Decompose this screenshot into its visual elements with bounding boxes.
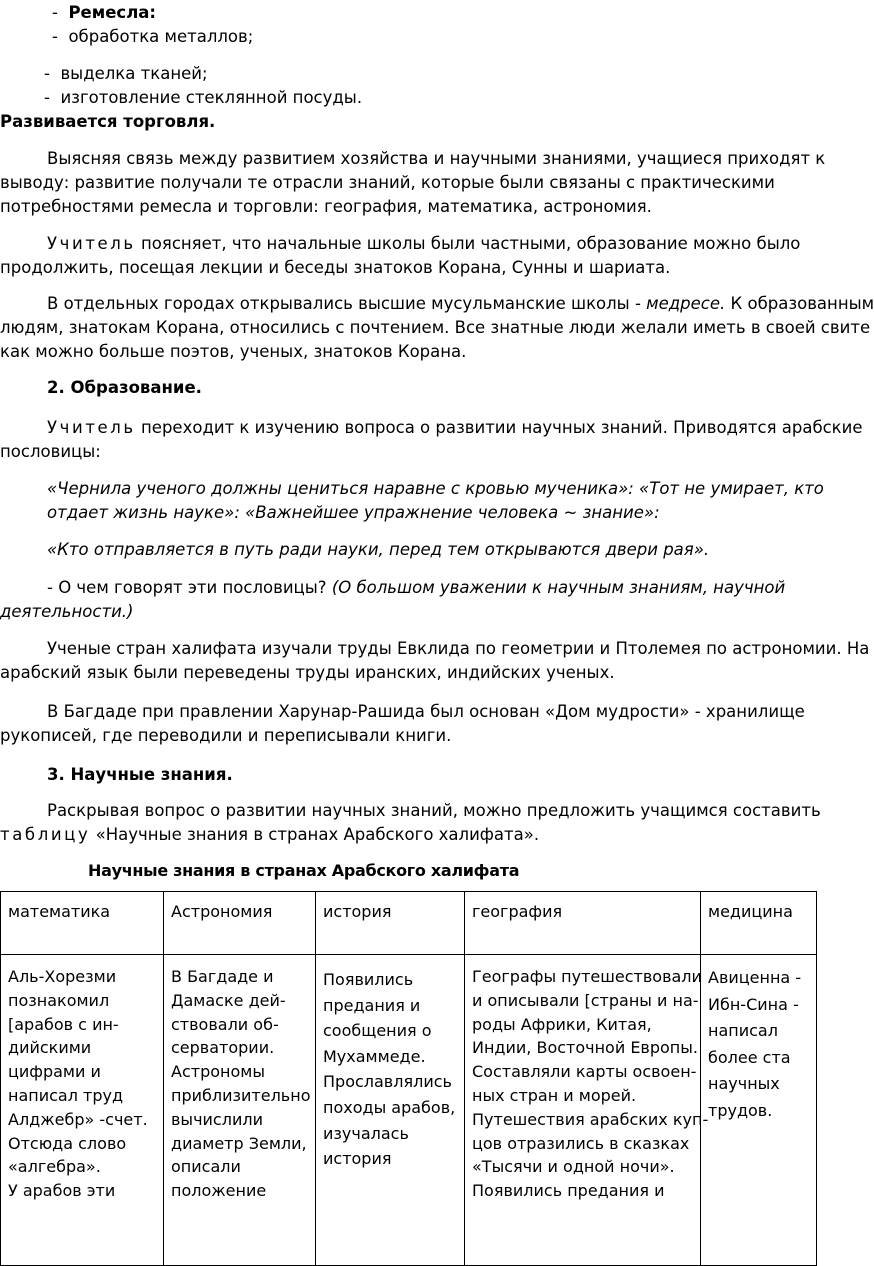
table-header-cell: история: [316, 892, 465, 955]
table-cell: [1, 955, 164, 1266]
table-cell-line: цов отразились в сказках: [472, 1133, 690, 1153]
crafts-heading-line: - Ремесла:: [52, 3, 157, 22]
table-cell-line: трудов.: [708, 1100, 773, 1120]
table-cell-line: ных стран и морей.: [472, 1085, 637, 1105]
crafts-item-text: обработка металлов;: [68, 27, 254, 46]
section-heading: 2. Образование.: [47, 378, 202, 397]
table-row: [1, 955, 817, 1266]
table-cell-line: положение: [171, 1181, 267, 1201]
table-cell-line: дийскими: [8, 1038, 92, 1058]
cell-lines: [472, 965, 709, 1203]
paragraph-text: переходит к изучению вопроса о развитии научных знаний. Приводятся арабские: [141, 418, 863, 437]
table-header-cell: математика: [1, 892, 164, 955]
table-cell-line: приблизительно: [171, 1085, 311, 1105]
spaced-word: Учитель: [47, 234, 136, 253]
table-cell-line: Появились предания и: [472, 1181, 665, 1201]
paragraph-line: В Багдаде при правлении Харунар-Рашида был основан «Дом мудрости» - хранилище: [47, 702, 805, 721]
paragraph-line: выводу: развитие получали те отрасли знаний, которые были связаны с практическими: [0, 173, 775, 192]
paragraph-line: Выясняя связь между развитием хозяйства и научными знаниями, учащиеся приходят к: [47, 149, 826, 168]
question-line: [47, 578, 785, 598]
paragraph-line: как можно больше поэтов, ученых, знатоков Корана.: [0, 342, 467, 361]
table-header-cell: география: [465, 892, 701, 955]
table-cell: [316, 955, 465, 1266]
question-answer: (О большом уважении к научным знаниям, научной: [331, 578, 786, 597]
table-cell-line: Появились: [323, 970, 414, 989]
proverb-line: «Чернила ученого должны цениться наравне с кровью мученика»: «Тот не умирает, кто: [47, 479, 824, 498]
table-cell-line: [арабов с ин-: [8, 1014, 119, 1034]
table-cell-line: «Тысячи и одной ночи».: [472, 1157, 675, 1177]
table-cell-line: Алджебр» -счет.: [8, 1109, 148, 1129]
paragraph-line: Раскрывая вопрос о развитии научных знаний, можно предложить учащимся составить: [47, 801, 821, 820]
term-madrasa: медресе.: [646, 294, 726, 313]
table-cell-line: более ста: [708, 1047, 791, 1067]
table-cell: [164, 955, 316, 1266]
table-caption: Научные знания в странах Арабского халифата: [88, 861, 520, 880]
question-text: - О чем говорят эти пословицы?: [47, 578, 332, 597]
table-cell-line: Географы путешествовали: [472, 967, 702, 986]
table-cell-line: описали: [171, 1157, 241, 1177]
crafts-item: - выделка тканей;: [44, 64, 208, 83]
proverb-line: «Кто отправляется в путь ради науки, перед тем открываются двери рая».: [47, 540, 710, 559]
paragraph-line: пословицы:: [0, 442, 101, 461]
table-cell-line: познакомил: [8, 990, 110, 1010]
paragraph-text: В отдельных городах открывались высшие мусульманские школы -: [47, 294, 647, 313]
table-cell-line: В Багдаде и: [171, 967, 274, 986]
paragraph-line: [47, 418, 863, 438]
table-cell-line: Авиценна -: [708, 968, 802, 987]
table-cell-line: Отсюда слово: [8, 1133, 127, 1153]
paragraph-line: людям, знатокам Корана, относились с почтением. Все знатные люди желали иметь в своей свите: [0, 318, 871, 337]
table-cell-line: история: [323, 1149, 392, 1169]
table-cell-line: Ибн-Сина -: [708, 994, 799, 1014]
table-cell-line: «алгебра».: [8, 1157, 101, 1177]
table-cell-line: Дамаске дей-: [171, 990, 286, 1010]
table-cell-line: Мухаммеде.: [323, 1046, 426, 1066]
paragraph-line: [47, 294, 874, 314]
table-cell-line: и описывали [страны и на-: [472, 990, 699, 1010]
table-cell-line: Аль-Хорезми: [8, 967, 117, 986]
table-cell-line: Астрономы: [171, 1062, 265, 1082]
table-header-cell: Астрономия: [164, 892, 316, 955]
table-header-row: [1, 892, 817, 955]
paragraph-line: арабский язык были переведены труды иранских, индийских ученых.: [0, 663, 615, 682]
paragraph-line: рукописей, где переводили и переписывали книги.: [0, 726, 452, 745]
crafts-item-text: выделка тканей;: [60, 64, 208, 83]
crafts-heading: Ремесла:: [68, 3, 157, 22]
table-cell-line: изучалась: [323, 1123, 409, 1143]
paragraph-line: [47, 234, 800, 254]
table-cell-line: сообщения о: [323, 1021, 432, 1041]
paragraph-line: [0, 825, 539, 845]
table-cell-line: написал труд: [8, 1085, 124, 1105]
table-cell: [701, 955, 817, 1266]
paragraph-text: поясняет, что начальные школы были частными, образование можно было: [141, 234, 801, 253]
cell-lines: [708, 965, 809, 1124]
question-answer: деятельности.): [0, 602, 134, 621]
table-cell: [465, 955, 709, 1266]
table-cell-line: серватории.: [171, 1038, 275, 1058]
trade-heading: Развивается торговля.: [0, 112, 216, 131]
table-cell-line: диаметр Земли,: [171, 1133, 307, 1153]
table-cell-line: походы арабов,: [323, 1097, 456, 1117]
table-cell-line: написал: [708, 1021, 778, 1040]
crafts-item: - обработка металлов;: [52, 27, 254, 46]
paragraph-text: «Научные знания в странах Арабского халифата».: [95, 825, 540, 844]
paragraph-line: потребностями ремесла и торговли: география, математика, астрономия.: [0, 197, 652, 216]
cell-lines: [8, 965, 156, 1203]
crafts-item: - изготовление стеклянной посуды.: [44, 88, 363, 107]
table-cell-line: Составляли карты освоен-: [472, 1062, 697, 1082]
paragraph-line: Ученые стран халифата изучали труды Евклида по геометрии и Птолемея по астрономии. На: [47, 639, 870, 658]
cell-lines: [171, 965, 311, 1203]
cell-lines: [323, 965, 457, 1172]
proverb-line: отдает жизнь науке»: «Важнейшее упражнение человека ~ знание»:: [47, 503, 660, 522]
crafts-item-text: изготовление стеклянной посуды.: [60, 88, 363, 107]
table-cell-line: научных: [708, 1074, 780, 1093]
section-heading: 3. Научные знания.: [47, 765, 233, 784]
table-cell-line: ствовали об-: [171, 1014, 279, 1034]
table-cell-line: предания и: [323, 995, 421, 1015]
table-cell-line: роды Африки, Китая,: [472, 1014, 652, 1034]
paragraph-text: К образованным: [725, 294, 874, 313]
table-cell-line: Путешествия арабских куп-: [472, 1109, 709, 1129]
spaced-word: Учитель: [47, 418, 136, 437]
table-cell-line: Прославлялись: [323, 1072, 452, 1092]
spaced-word: таблицу: [0, 825, 91, 844]
table-cell-line: цифрами и: [8, 1062, 101, 1082]
paragraph-line: продолжить, посещая лекции и беседы знатоков Корана, Сунны и шариата.: [0, 258, 671, 277]
table-header-cell: медицина: [701, 892, 817, 955]
science-table: [0, 891, 817, 1266]
table-cell-line: У арабов эти: [8, 1181, 116, 1201]
table-cell-line: вычислили: [171, 1109, 263, 1129]
table-cell-line: Индии, Восточной Европы.: [472, 1038, 698, 1058]
